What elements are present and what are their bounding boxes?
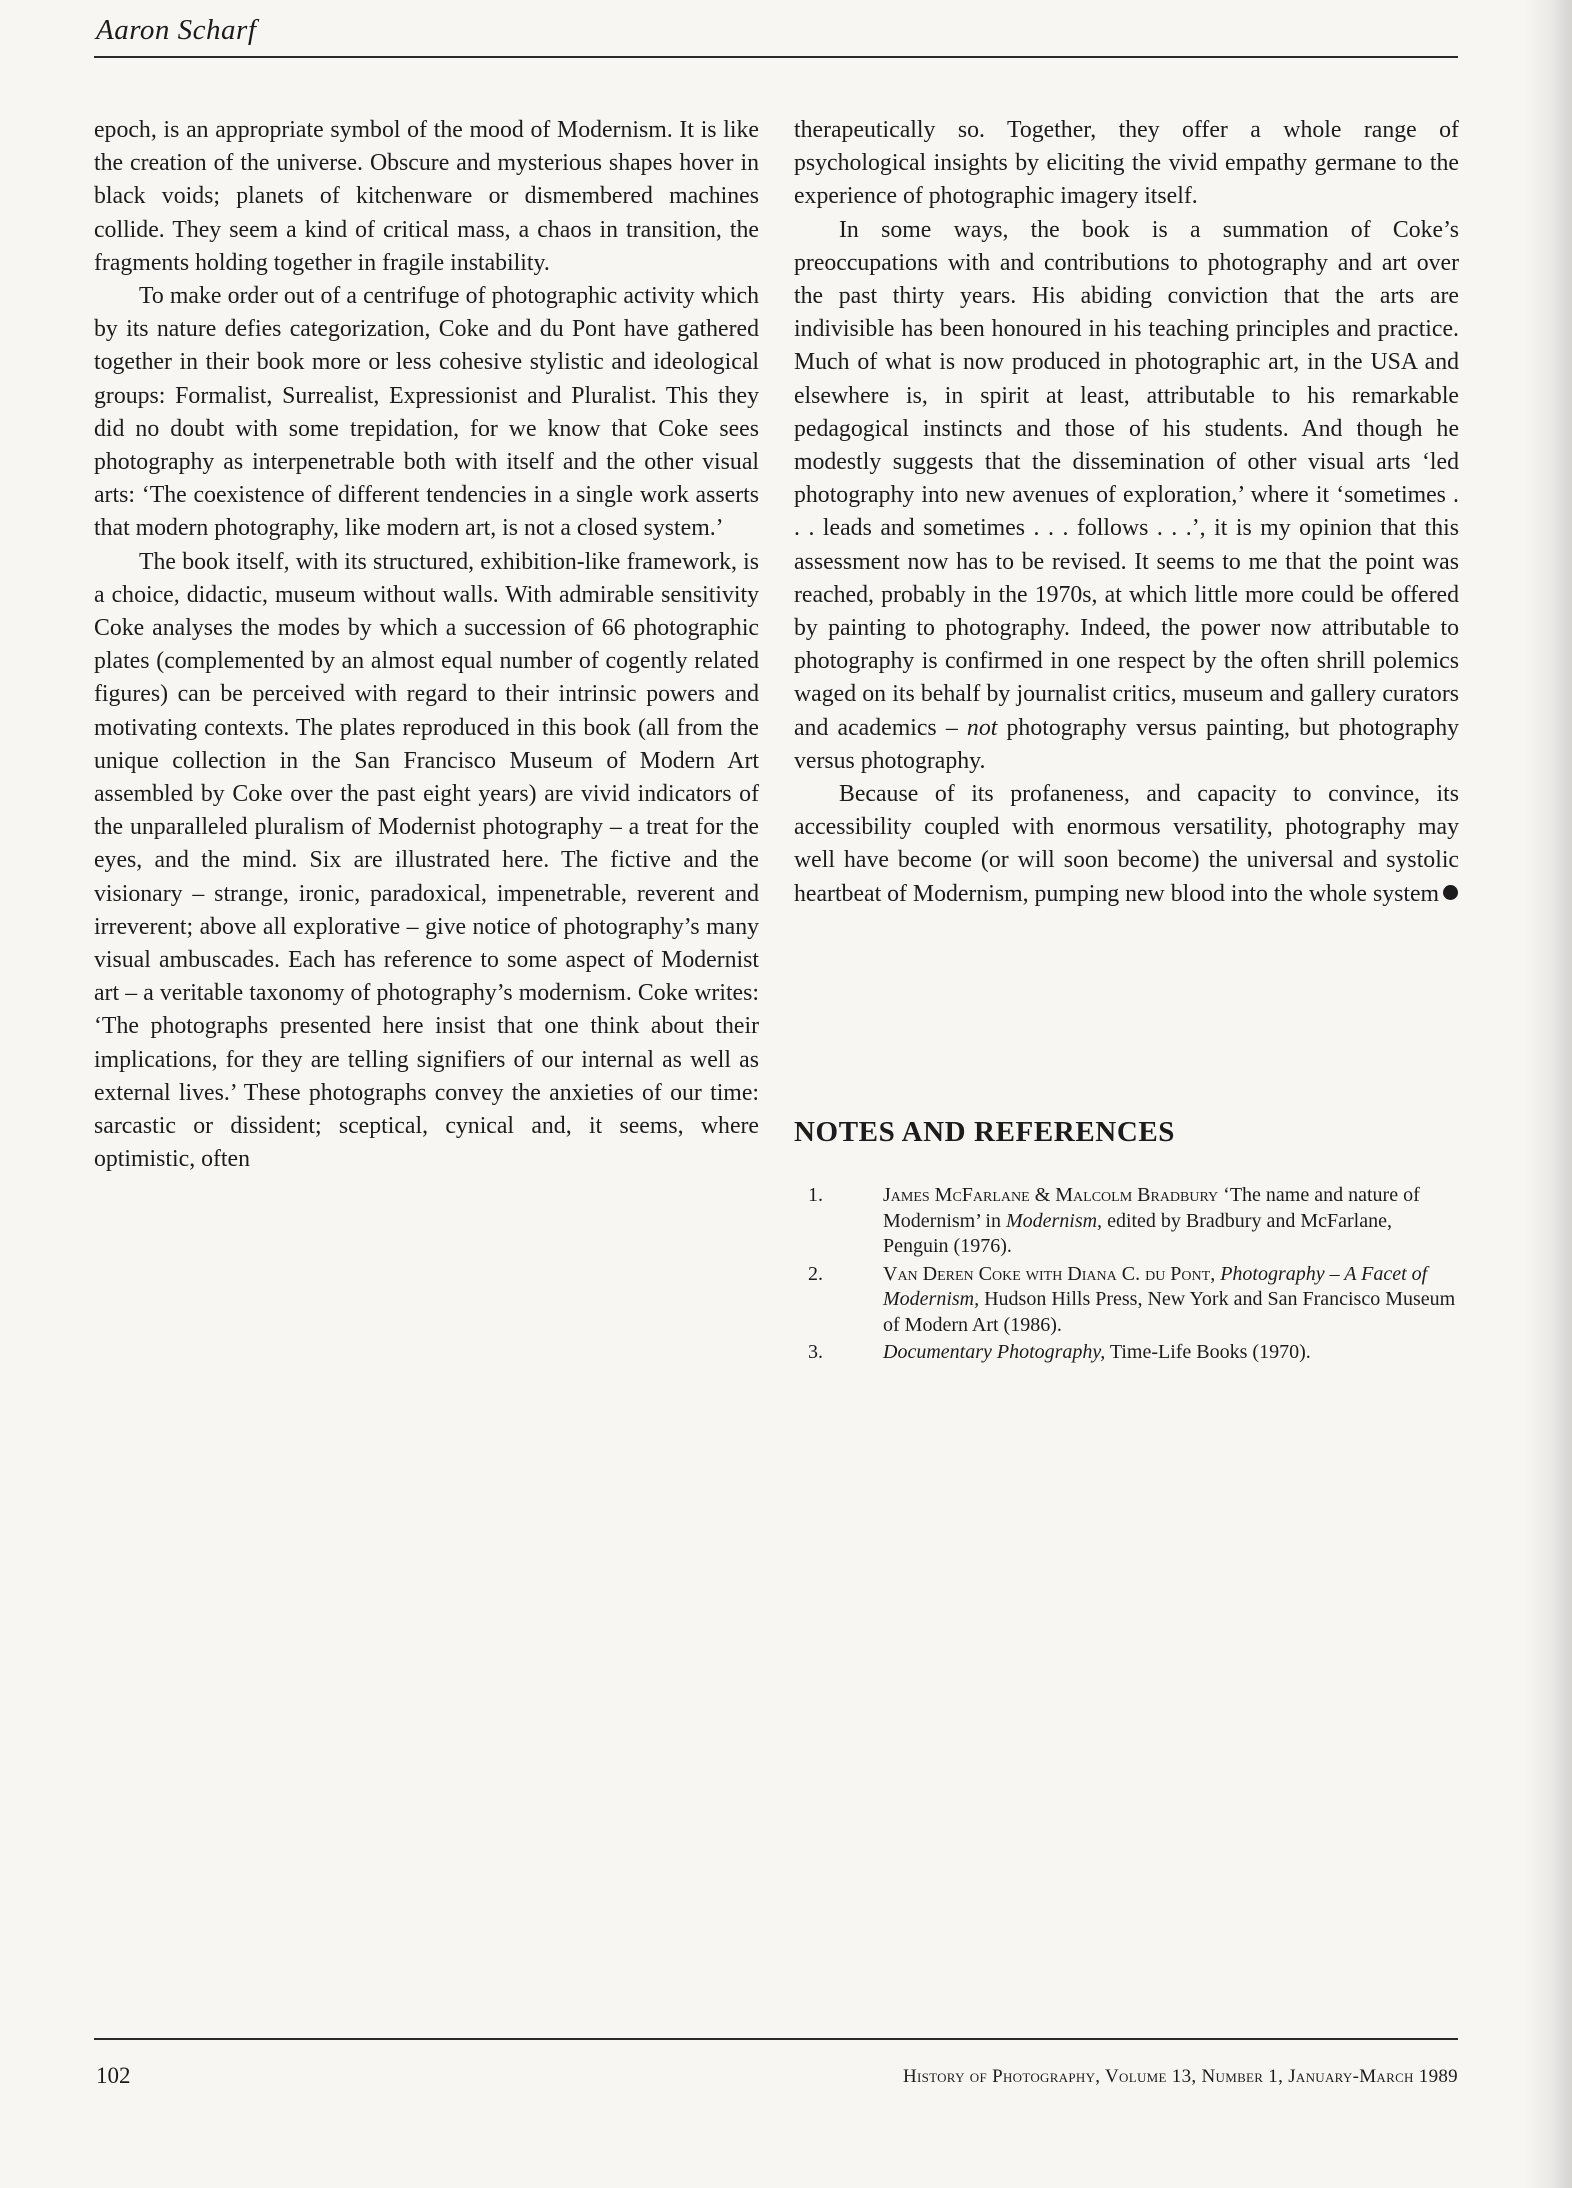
- reference-title: Photography – A Facet of Modernism,: [883, 1262, 1428, 1310]
- end-mark-icon: [1443, 885, 1458, 900]
- reference-number: 3.: [808, 1341, 823, 1363]
- reference-text: ‘The name and nature of Modernism’ in: [883, 1184, 1420, 1232]
- reference-author: Van Deren Coke with Diana C. du Pont,: [883, 1262, 1216, 1285]
- emphasis-text: not: [966, 714, 998, 741]
- reference-item: [794, 1183, 1458, 1260]
- notes-heading: NOTES AND REFERENCES: [794, 1116, 1176, 1148]
- reference-text: Hudson Hills Press, New York and San Francisco Museum of Modern Art (1986).: [883, 1288, 1456, 1336]
- right-column: [794, 114, 1459, 911]
- body-paragraph: [794, 214, 1459, 778]
- paragraph-text: photography versus painting, but photography versus photography.: [794, 714, 1459, 774]
- body-paragraph: therapeutically so. Together, they offer a whole range of psychological insights by eliciting the vivid empathy germane to the experience of photographic imagery itself.: [794, 117, 1459, 210]
- running-head-author: Aaron Scharf: [96, 14, 257, 46]
- paragraph-text: Because of its profaneness, and capacity to convince, its accessibility coupled with enormous versatility, photography may well have become (or will soon become) the universal and systolic heartbeat of Modernism, pumping new blood into the whole system: [794, 781, 1459, 907]
- page-number: 102: [96, 2063, 131, 2088]
- body-paragraph: epoch, is an appropriate symbol of the mood of Modernism. It is like the creation of the universe. Obscure and mysterious shapes hover in black voids; planets of kitchenware or dismembered machines collide. They seem a kind of critical mass, a chaos in transition, the fragments holding together in fragile instability.: [94, 117, 759, 276]
- left-column: [94, 114, 759, 1177]
- notes-list: [794, 1183, 1458, 1368]
- reference-author: James McFarlane & Malcolm Bradbury: [883, 1184, 1219, 1206]
- reference-text: Time-Life Books (1970).: [1109, 1341, 1311, 1363]
- footer-rule: [94, 2038, 1458, 2040]
- body-paragraph: [794, 778, 1459, 911]
- page-edge-shadow: [1524, 0, 1572, 2188]
- reference-number: 2.: [808, 1262, 823, 1285]
- reference-number: 1.: [808, 1184, 823, 1206]
- header-rule: [94, 56, 1458, 58]
- journal-citation: History of Photography, Volume 13, Number 1, January-March 1989: [902, 2066, 1458, 2087]
- reference-item: [794, 1262, 1458, 1339]
- reference-item: [794, 1340, 1458, 1366]
- body-paragraph: To make order out of a centrifuge of photographic activity which by its nature defies categorization, Coke and du Pont have gathered together in their book more or less cohesive stylistic and ideological groups: Formalist, Surrealist, Expressionist and Pluralist. This they did no doubt with some trepidation, for we know that Coke sees photography as interpenetrable both with itself and the other visual arts: ‘The coexistence of different tendencies in a single work asserts that modern photography, like modern art, is not a closed system.’: [94, 283, 759, 542]
- reference-title: Documentary Photography,: [883, 1341, 1106, 1363]
- reference-title: Modernism,: [1005, 1209, 1103, 1232]
- body-paragraph: The book itself, with its structured, exhibition-like framework, is a choice, didactic, museum without walls. With admirable sensitivity Coke analyses the modes by which a succession of 66 photographic plates (complemented by an almost equal number of cogently related figures) can be perceived with regard to their intrinsic powers and motivating contexts. The plates reproduced in this book (all from the unique collection in the San Francisco Museum of Modern Art assembled by Coke over the past eight years) are vivid indicators of the unparalleled pluralism of Modernist photography – a treat for the eyes, and the mind. Six are illustrated here. The fictive and the visionary – strange, ironic, paradoxical, impenetrable, reverent and irreverent; above all explorative – give notice of photography’s many visual ambuscades. Each has reference to some aspect of Modernist art – a veritable taxonomy of photography’s modernism. Coke writes: ‘The photographs presented here insist that one think about their implications, for they are telling signifiers of our internal as well as external lives.’ These photographs convey the anxieties of our time: sarcastic or dissident; sceptical, cynical and, it seems, where optimistic, often: [94, 548, 759, 1173]
- reference-text: edited by Bradbury and McFarlane, Penguin (1976).: [883, 1209, 1392, 1257]
- paragraph-text: In some ways, the book is a summation of Coke’s preoccupations with and contributions to photography and art over the past thirty years. His abiding conviction that the arts are indivisible has been honoured in his teaching principles and practice. Much of what is now produced in photographic art, in the USA and elsewhere is, in spirit at least, attributable to his remarkable pedagogical instincts and those of his students. And though he modestly suggests that the dissemination of other visual arts ‘led photography into new avenues of exploration,’ where it ‘sometimes . . . leads and sometimes . . . follows . . .’, it is my opinion that this assessment now has to be revised. It seems to me that the point was reached, probably in the 1970s, at which little more could be offered by painting to photography. Indeed, the power now attributable to photography is confirmed in one respect by the often shrill polemics waged on its behalf by journalist critics, museum and gallery curators and academics –: [794, 216, 1459, 741]
